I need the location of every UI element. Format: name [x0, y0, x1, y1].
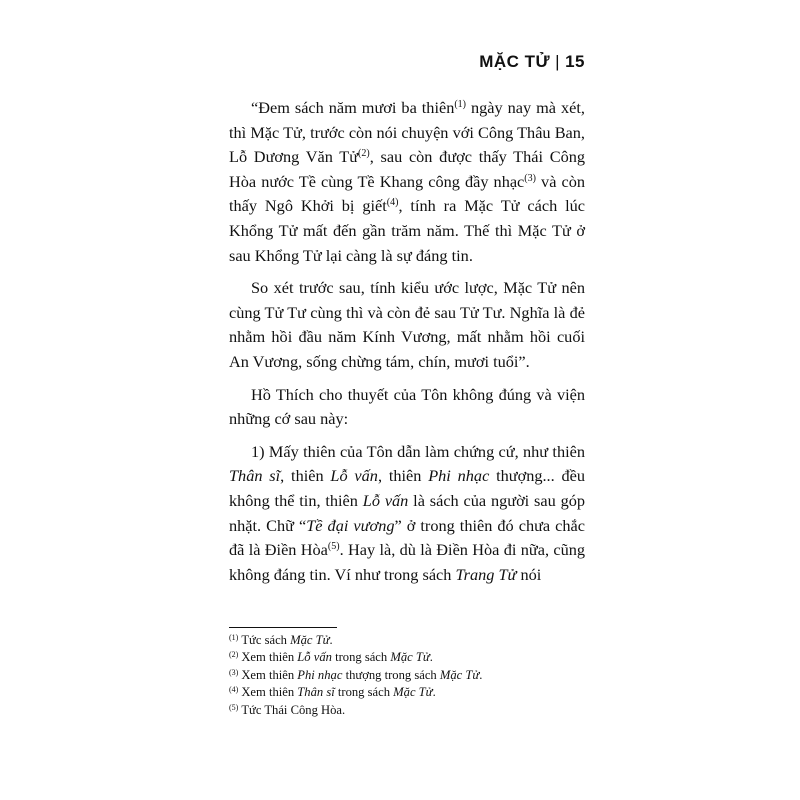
footnote [229, 702, 585, 719]
footnote-ref: (1) [454, 99, 467, 110]
footnote-ref: (5) [327, 541, 340, 553]
footnote-divider [229, 627, 337, 628]
text-run: , thiên [377, 466, 429, 486]
italic-text: Mặc Tử [439, 667, 480, 682]
italic-text: Tề đại vương [306, 515, 395, 535]
paragraph [229, 96, 585, 268]
paragraph [229, 440, 585, 588]
text-run: “Đem sách năm mươi ba thiên [251, 98, 455, 117]
italic-text: Trang Tử [455, 564, 517, 584]
text-run: So xét trước sau, tính kiểu ước lược, Mặc Tử nên cùng Tử Tư cùng thì và còn đẻ sau Tử Tư. Nghĩa là đẻ nhằm hồi đầu năm Kính Vương, mất nhằm hồi cuối An Vương, sống chừng tám, chín, mươi tuổi”. [229, 278, 585, 371]
italic-text: Lỗ vấn [297, 650, 332, 665]
paragraph [229, 383, 585, 432]
footnote-number: (4) [229, 685, 239, 695]
text-run: . Hay là, dù là Điền Hòa đi nữa, cũng không đáng tin. Ví như trong sách [229, 540, 585, 584]
footnote-ref: (4) [386, 197, 399, 209]
text-run: . [432, 685, 436, 700]
text-run: ” ở trong thiên đó chưa chắc đã là Điền Hòa [229, 515, 585, 560]
text-run: , sau còn được thấy Thái Công Hòa nước Tề cùng Tề Khang công đầy nhạc [229, 147, 586, 191]
italic-text: Thân sĩ [297, 685, 335, 700]
text-run: thượng... đều không thể tin, thiên [229, 466, 586, 510]
footnote-ref: (3) [524, 172, 536, 184]
paragraph [229, 276, 585, 374]
text-run: , thiên [280, 466, 331, 486]
footnote-number: (1) [229, 633, 239, 642]
footnote-number: (3) [229, 667, 239, 677]
italic-text: Lỗ vấn [362, 490, 409, 510]
text-run: là sách của người sau góp nhặt. Chữ “ [229, 490, 586, 535]
text-run: Tức sách [241, 633, 291, 647]
header-title: MẶC TỬ [479, 52, 551, 71]
footnote-text [241, 633, 332, 647]
footnote-number: (2) [229, 650, 239, 660]
text-run: trong sách [331, 650, 391, 665]
header-separator: | [555, 52, 561, 71]
body-text [229, 96, 585, 595]
running-header [479, 52, 585, 72]
italic-text: Mặc Tử [290, 633, 330, 647]
footnote-text [241, 668, 482, 682]
footnote [229, 632, 585, 649]
text-run: , tính ra Mặc Tử cách lúc Khổng Tử mất đến gần trăm năm. Thế thì Mặc Tử ở sau Khổng Tử lại càng là sự đáng tin. [229, 196, 585, 265]
italic-text: Phi nhạc [297, 667, 343, 682]
footnote-number: (5) [229, 702, 239, 712]
footnote [229, 667, 585, 684]
text-run: và còn thấy Ngô Khởi bị giết [229, 171, 586, 216]
text-run: . [329, 633, 333, 647]
text-run: Xem thiên [241, 650, 298, 665]
text-run: Xem thiên [241, 667, 298, 682]
text-run: Tức Thái Công Hòa. [241, 702, 346, 717]
text-run: . [429, 650, 433, 665]
footnote-text [241, 685, 435, 699]
italic-text: Thân sĩ [229, 466, 281, 486]
text-run: trong sách [334, 685, 394, 700]
italic-text: Mặc Tử [393, 685, 433, 700]
italic-text: Mặc Tử [390, 650, 430, 665]
footnote [229, 684, 585, 701]
text-run: Xem thiên [241, 685, 298, 700]
text-run: . [479, 667, 483, 682]
page-number: 15 [565, 52, 585, 71]
footnote [229, 649, 585, 666]
text-run: nói [516, 564, 542, 584]
text-run: ngày nay mà xét, thì Mặc Tử, trước còn nói chuyện với Công Thâu Ban, Lỗ Dương Văn Tử [229, 98, 585, 167]
text-run: thượng trong sách [342, 667, 440, 682]
footnote-text [241, 650, 433, 664]
italic-text: Phi nhạc [428, 466, 490, 486]
footnote-ref: (2) [358, 148, 370, 160]
footnote-text [241, 703, 345, 717]
italic-text: Lỗ vấn [330, 466, 378, 486]
footnotes [229, 632, 585, 719]
text-run: Hồ Thích cho thuyết của Tôn không đúng và viện những cớ sau này: [229, 384, 585, 429]
text-run: 1) Mấy thiên của Tôn dẫn làm chứng cứ, như thiên [251, 441, 585, 461]
